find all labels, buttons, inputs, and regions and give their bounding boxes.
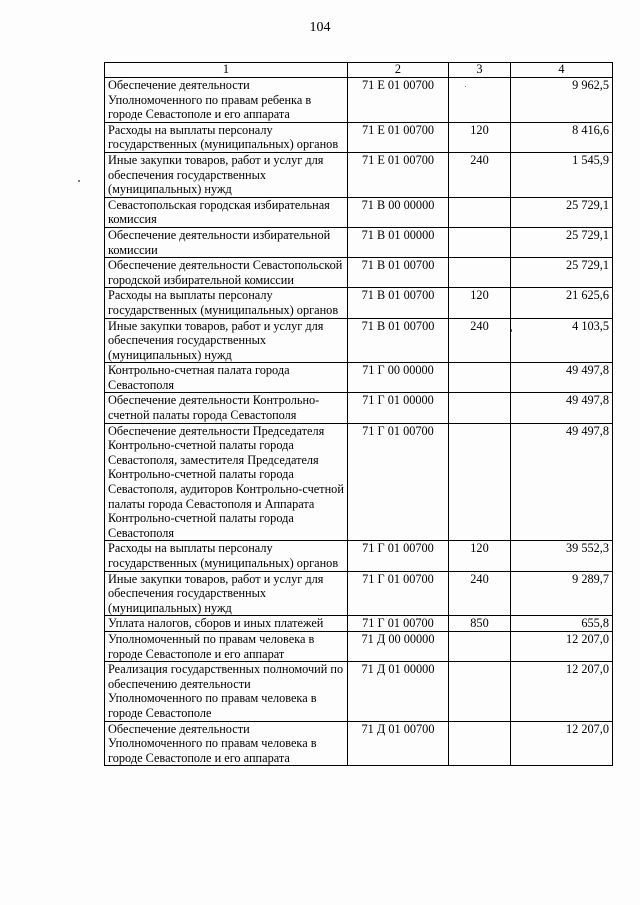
row-name: Реализация государственных полномочий по обеспечению деятельности Уполномоченного по правам человека в городе Севастополе [105, 662, 348, 721]
row-expense-type [449, 363, 511, 393]
row-expense-type: 850 [449, 616, 511, 632]
table-row [105, 631, 613, 661]
table-row [105, 423, 613, 541]
row-code: 71 Г 01 00000 [348, 393, 449, 423]
row-expense-type [449, 78, 511, 123]
row-expense-type [449, 197, 511, 227]
row-amount: 12 207,0 [511, 721, 613, 766]
table-row [105, 571, 613, 616]
row-code: 71 Е 01 00700 [348, 152, 449, 197]
row-expense-type: 240 [449, 152, 511, 197]
row-amount: 12 207,0 [511, 662, 613, 721]
row-expense-type: 240 [449, 318, 511, 363]
row-name: Обеспечение деятельности Уполномоченного по правам ребенка в городе Севастополе и его аппарата [105, 78, 348, 123]
row-name: Обеспечение деятельности Контрольно-счетной палаты города Севастополя [105, 393, 348, 423]
row-code: 71 В 01 00000 [348, 227, 449, 257]
header-col-3: 3 [449, 63, 511, 78]
table-body [105, 78, 613, 766]
row-name: Севастопольская городская избирательная комиссия [105, 197, 348, 227]
table-row [105, 541, 613, 571]
row-name: Иные закупки товаров, работ и услуг для обеспечения государственных (муниципальных) нужд [105, 152, 348, 197]
row-amount: 655,8 [511, 616, 613, 632]
row-name: Иные закупки товаров, работ и услуг для обеспечения государственных (муниципальных) нужд [105, 318, 348, 363]
header-col-2: 2 [348, 63, 449, 78]
row-name: Обеспечение деятельности избирательной комиссии [105, 227, 348, 257]
row-amount: 4 103,5 [511, 318, 613, 363]
table-row [105, 197, 613, 227]
row-code: 71 Г 00 00000 [348, 363, 449, 393]
row-code: 71 В 01 00700 [348, 318, 449, 363]
row-code: 71 В 00 00000 [348, 197, 449, 227]
row-amount: 25 729,1 [511, 197, 613, 227]
row-name: Контрольно-счетная палата города Севастополя [105, 363, 348, 393]
row-name: Уполномоченный по правам человека в городе Севастополе и его аппарат [105, 631, 348, 661]
table-row [105, 78, 613, 123]
scan-speck [465, 86, 466, 87]
row-amount: 21 625,6 [511, 288, 613, 318]
table-row [105, 616, 613, 632]
row-name: Обеспечение деятельности Председателя Контрольно-счетной палаты города Севастополя, заместителя Председателя Контрольно-счетной палаты города Севастополя, аудиторов Контрольно-счетной палаты города Севастополя и Аппарата Контрольно-счетной палаты города Севастополя [105, 423, 348, 541]
table-row [105, 662, 613, 721]
table-row [105, 288, 613, 318]
row-amount: 49 497,8 [511, 393, 613, 423]
row-amount: 1 545,9 [511, 152, 613, 197]
row-amount: 49 497,8 [511, 423, 613, 541]
row-name: Расходы на выплаты персоналу государственных (муниципальных) органов [105, 541, 348, 571]
row-code: 71 В 01 00700 [348, 288, 449, 318]
row-amount: 25 729,1 [511, 258, 613, 288]
row-code: 71 Д 00 00000 [348, 631, 449, 661]
row-code: 71 Г 01 00700 [348, 616, 449, 632]
row-expense-type [449, 423, 511, 541]
row-code: 71 Д 01 00000 [348, 662, 449, 721]
table-row [105, 258, 613, 288]
row-code: 71 Г 01 00700 [348, 423, 449, 541]
row-amount: 25 729,1 [511, 227, 613, 257]
header-col-1: 1 [105, 63, 348, 78]
scan-speck [511, 329, 512, 332]
page-number: 104 [309, 20, 331, 35]
row-amount: 49 497,8 [511, 363, 613, 393]
budget-table [104, 62, 613, 766]
row-amount: 8 416,6 [511, 122, 613, 152]
row-amount: 9 962,5 [511, 78, 613, 123]
table-header-row [105, 63, 613, 78]
row-name: Обеспечение деятельности Севастопольской городской избирательной комиссии [105, 258, 348, 288]
row-code: 71 Е 01 00700 [348, 122, 449, 152]
table-row [105, 318, 613, 363]
row-amount: 12 207,0 [511, 631, 613, 661]
row-expense-type [449, 393, 511, 423]
table-row [105, 721, 613, 766]
row-expense-type: 120 [449, 541, 511, 571]
row-amount: 39 552,3 [511, 541, 613, 571]
row-expense-type [449, 227, 511, 257]
row-code: 71 В 01 00700 [348, 258, 449, 288]
row-expense-type [449, 631, 511, 661]
row-name: Иные закупки товаров, работ и услуг для обеспечения государственных (муниципальных) нужд [105, 571, 348, 616]
scan-speck [78, 180, 80, 182]
table-row [105, 227, 613, 257]
row-expense-type [449, 662, 511, 721]
row-code: 71 Е 01 00700 [348, 78, 449, 123]
row-expense-type [449, 258, 511, 288]
table-row [105, 393, 613, 423]
table-row [105, 152, 613, 197]
row-code: 71 Г 01 00700 [348, 571, 449, 616]
row-code: 71 Г 01 00700 [348, 541, 449, 571]
row-amount: 9 289,7 [511, 571, 613, 616]
header-col-4: 4 [511, 63, 613, 78]
row-expense-type [449, 721, 511, 766]
table-row [105, 122, 613, 152]
row-expense-type: 120 [449, 288, 511, 318]
table-row [105, 363, 613, 393]
row-expense-type: 240 [449, 571, 511, 616]
row-name: Расходы на выплаты персоналу государственных (муниципальных) органов [105, 288, 348, 318]
row-name: Расходы на выплаты персоналу государственных (муниципальных) органов [105, 122, 348, 152]
row-name: Уплата налогов, сборов и иных платежей [105, 616, 348, 632]
row-name: Обеспечение деятельности Уполномоченного по правам человека в городе Севастополе и его аппарата [105, 721, 348, 766]
row-expense-type: 120 [449, 122, 511, 152]
row-code: 71 Д 01 00700 [348, 721, 449, 766]
